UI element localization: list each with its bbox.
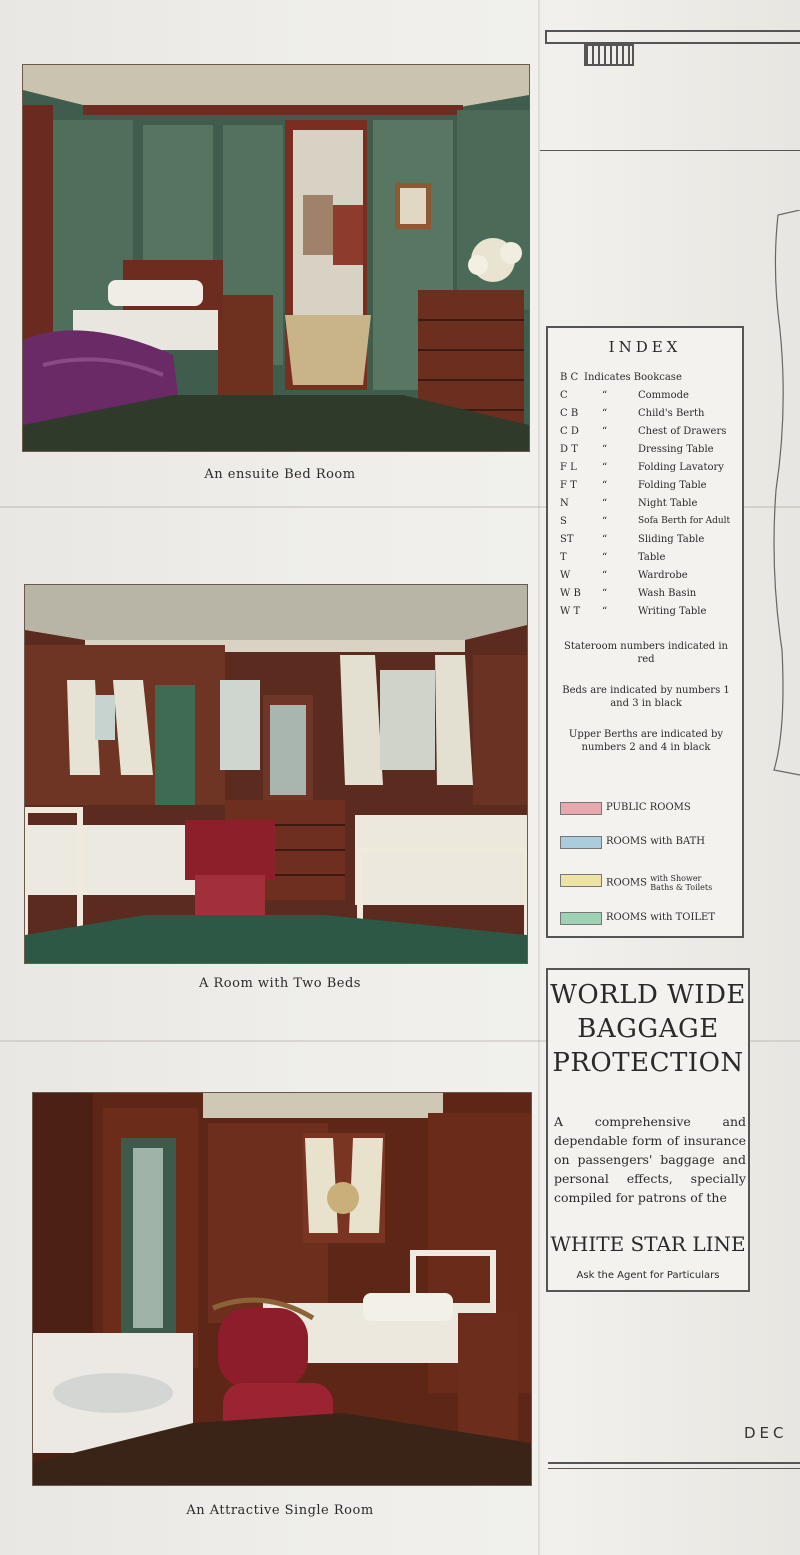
- photo-caption: A Room with Two Beds: [199, 976, 361, 991]
- single-room-illustration: [33, 1093, 531, 1485]
- photo-ensuite-bed-room: [22, 64, 530, 452]
- index-item: N “ Night Table: [560, 498, 698, 509]
- index-note-stateroom: Stateroom numbers indicated in red: [564, 641, 728, 665]
- index-item: C “ Commode: [560, 390, 689, 401]
- photo-caption: An ensuite Bed Room: [204, 467, 356, 482]
- photo-room-two-beds: [24, 584, 528, 964]
- deck-plan-outline: [548, 1468, 800, 1469]
- ensuite-bed-room-illustration: [23, 65, 529, 451]
- color-swatch: [560, 836, 602, 849]
- index-note-upper-berths: Upper Berths are indicated by numbers 2 and 4 in black: [568, 729, 724, 753]
- color-swatch: [560, 802, 602, 815]
- index-note-beds: Beds are indicated by numbers 1 and 3 in black: [562, 685, 730, 709]
- index-item: B C Indicates Bookcase: [560, 372, 682, 383]
- index-item: T “ Table: [560, 552, 666, 563]
- index-item: F L “ Folding Lavatory: [560, 462, 724, 473]
- index-item: F T “ Folding Table: [560, 480, 707, 491]
- white-star-line-brand: WHITE STAR LINE: [550, 1232, 746, 1256]
- index-item: W B “ Wash Basin: [560, 588, 697, 599]
- index-item: ST “ Sliding Table: [560, 534, 705, 545]
- ad-heading: WORLD WIDE BAGGAGE PROTECTION: [550, 980, 746, 1078]
- index-title: INDEX: [608, 338, 682, 356]
- fold-crease: [538, 0, 540, 1555]
- ad-footer: Ask the Agent for Particulars: [576, 1270, 720, 1281]
- index-item: D T “ Dressing Table: [560, 444, 714, 455]
- color-swatch: [560, 912, 602, 925]
- baggage-protection-ad: [546, 968, 750, 1292]
- deck-plan-outline: [548, 1462, 800, 1464]
- index-item: W “ Wardrobe: [560, 570, 688, 581]
- deck-label-partial: DEC: [744, 1424, 788, 1442]
- index-item: W T “ Writing Table: [560, 606, 707, 617]
- photo-caption: An Attractive Single Room: [186, 1503, 374, 1518]
- index-item: C D “ Chest of Drawers: [560, 426, 727, 437]
- two-beds-room-illustration: [25, 585, 527, 963]
- stairs-icon: [584, 44, 634, 66]
- color-swatch: [560, 874, 602, 887]
- deck-plan-outline: [540, 150, 800, 151]
- index-item: S “ Sofa Berth for Adult: [560, 516, 731, 527]
- ad-body: A comprehensive and dependable form of insurance on passengers' baggage and personal effects, specially compiled for patrons of the: [554, 1114, 746, 1205]
- index-item: C B “ Child's Berth: [560, 408, 705, 419]
- photo-single-room: [32, 1092, 532, 1486]
- hull-outline: [770, 210, 800, 780]
- index-panel: INDEX B C Indicates Bookcase C “ Commode C B “ Child's Berth C D “ Chest of Drawers D T “ Dressing Table F L “ Folding Lavatory F T “ Folding Table N “ Night Table S “ Sofa Berth for Adult ST “ Sliding Table T “ Table W “ Wardrobe W B “ Wash Basin W T “ Writing Table Stateroom numbers indicated in red Beds are indicated by numbers 1 and 3 in black Upper Berths are indicated by numbers 2 and 4 in black PUBLIC ROOMS ROOMS with BATH ROOMS with Shower Baths & Toilets ROOMS with TOILET: [546, 326, 744, 938]
- deck-plan-outline: [545, 30, 800, 32]
